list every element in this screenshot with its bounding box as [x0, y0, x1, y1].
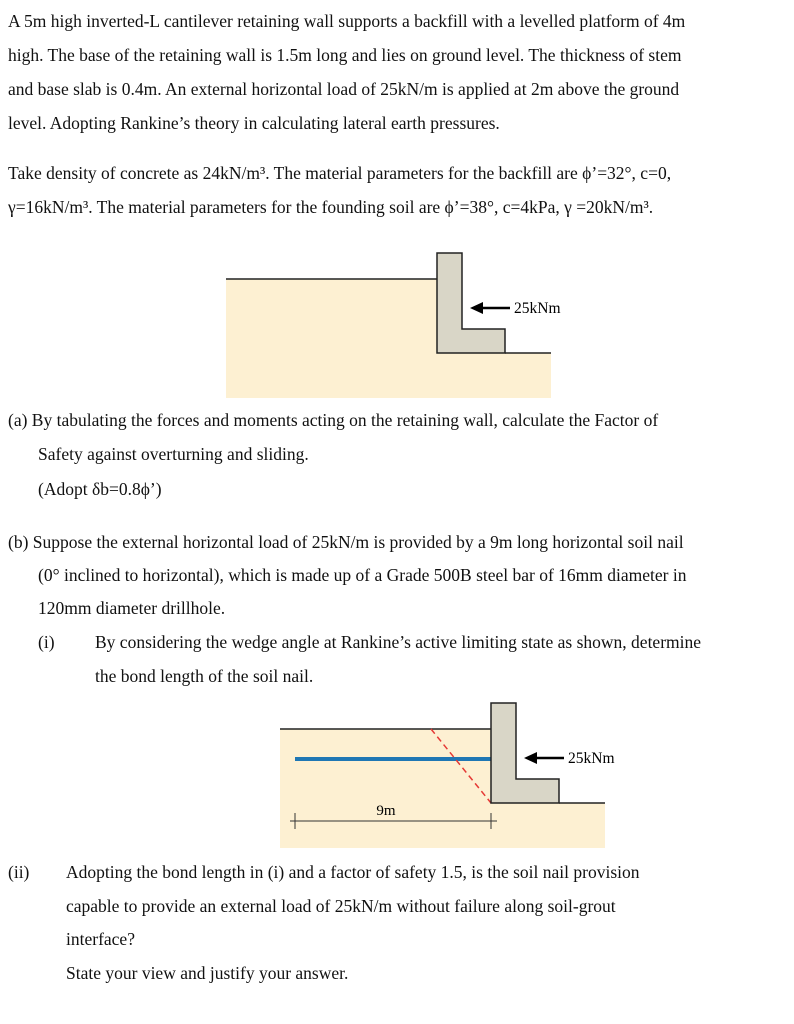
part-b-i-line-1: By considering the wedge angle at Rankine’s active limiting state as shown, determine: [95, 632, 702, 652]
part-b-line-1: (b) Suppose the external horizontal load of 25kN/m is provided by a 9m long horizontal soil nail: [8, 532, 684, 552]
intro-line-2: high. The base of the retaining wall is 1.5m long and lies on ground level. The thickness of stem: [8, 45, 682, 65]
part-b-i-line-2: the bond length of the soil nail.: [95, 666, 314, 686]
part-a-line-1: (a) By tabulating the forces and moments acting on the retaining wall, calculate the Factor of: [8, 410, 659, 430]
part-b-ii-line-3: interface?: [66, 929, 135, 949]
part-b-ii-line-4: State your view and justify your answer.: [66, 963, 349, 983]
part-a-line-3: (Adopt δb=0.8ϕ’): [38, 479, 162, 499]
params-line-1: Take density of concrete as 24kN/m³. The material parameters for the backfill are ϕ’=32°, c=0,: [8, 163, 672, 183]
part-b-line-3: 120mm diameter drillhole.: [38, 598, 226, 618]
load-arrow-head: [524, 752, 537, 764]
nail-length-label: 9m: [376, 803, 396, 819]
load-label: 25kNm: [568, 750, 615, 767]
part-b-i-label: (i): [38, 632, 55, 652]
intro-line-1: A 5m high inverted-L cantilever retaining wall supports a backfill with a levelled platform of 4m: [8, 11, 686, 31]
retaining-wall: [491, 703, 559, 803]
load-label: 25kNm: [514, 300, 561, 317]
part-b-ii-line-2: capable to provide an external load of 25kN/m without failure along soil-grout: [66, 896, 616, 916]
params-line-2: γ=16kN/m³. The material parameters for the founding soil are ϕ’=38°, c=4kPa, γ =20kN/m³.: [8, 197, 654, 217]
part-a-line-2: Safety against overturning and sliding.: [38, 444, 309, 464]
founding-soil: [280, 803, 605, 848]
part-b-ii-line-1: Adopting the bond length in (i) and a factor of safety 1.5, is the soil nail provision: [66, 862, 640, 882]
intro-line-3: and base slab is 0.4m. An external horizontal load of 25kN/m is applied at 2m above the ground: [8, 79, 680, 99]
part-b-ii-label: (ii): [8, 862, 30, 882]
intro-line-4: level. Adopting Rankine’s theory in calculating lateral earth pressures.: [8, 113, 500, 133]
part-b-line-2: (0° inclined to horizontal), which is made up of a Grade 500B steel bar of 16mm diameter in: [38, 565, 687, 585]
backfill-soil: [280, 729, 491, 803]
